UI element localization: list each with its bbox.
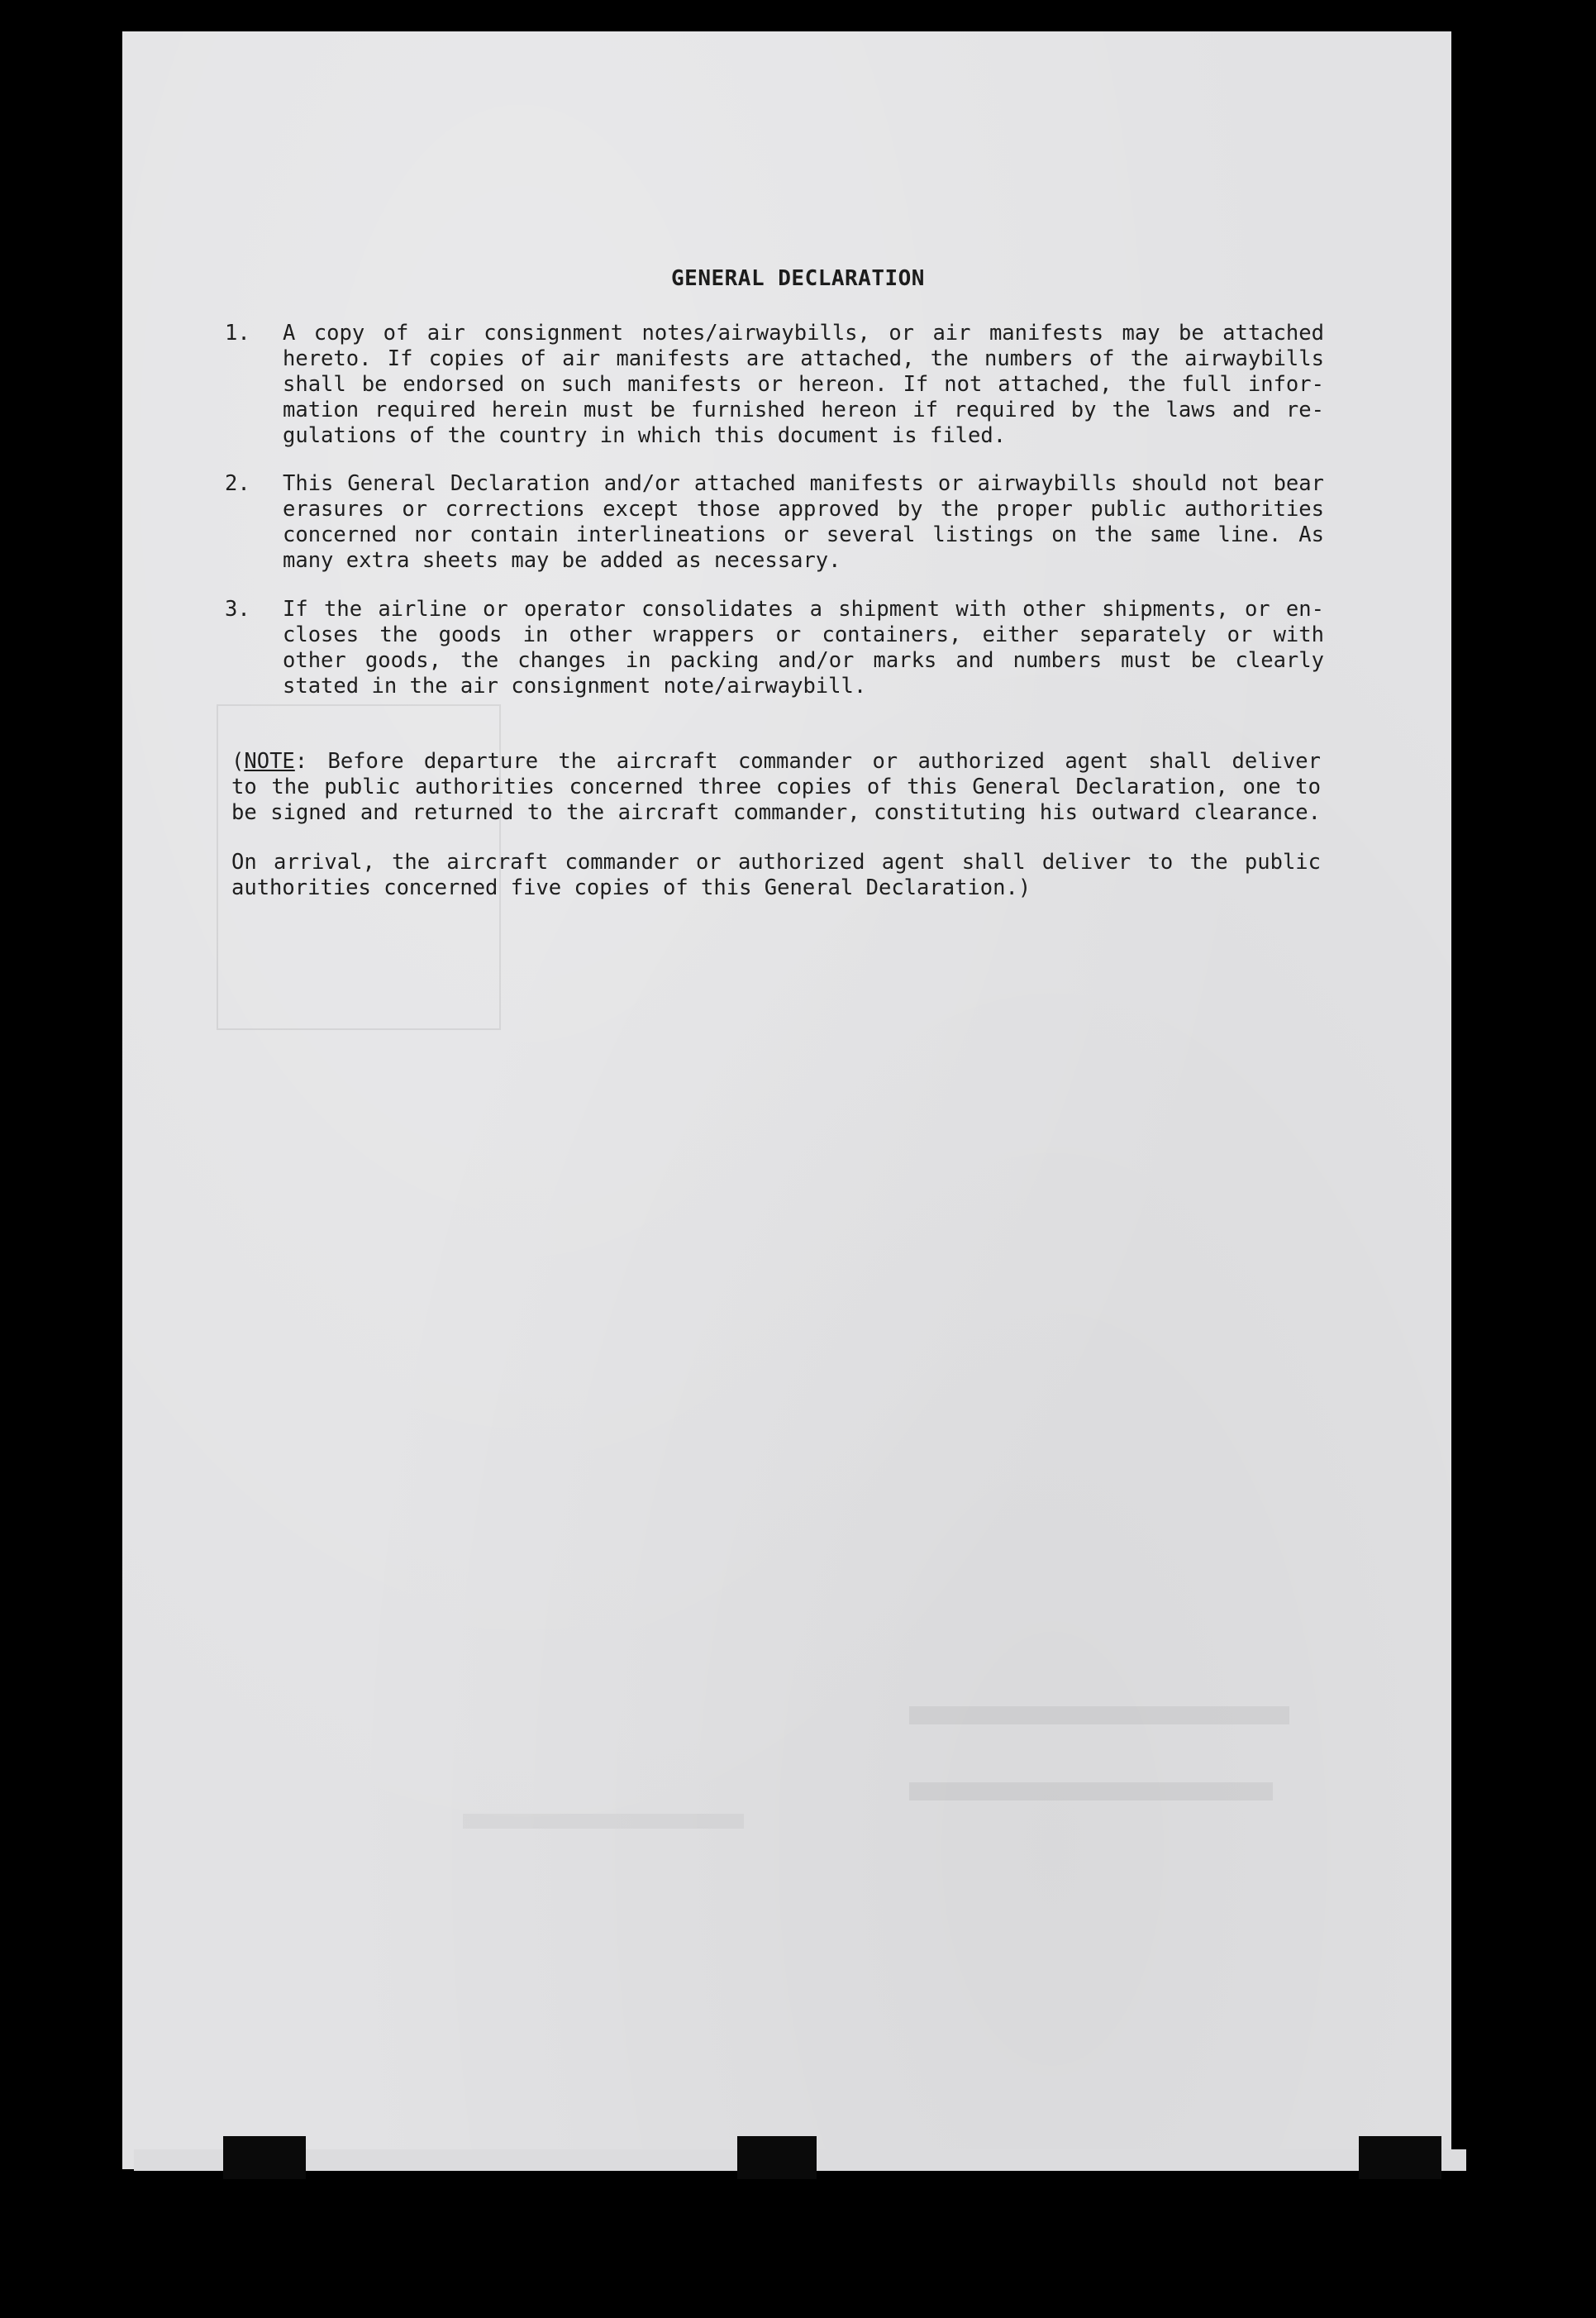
bleed-through-mark: [463, 1814, 744, 1829]
note-line: [231, 749, 1321, 775]
item-line: If the airline or operator consolidates a shipment with other shipments, or en-: [283, 597, 1324, 622]
binding-tab: [737, 2136, 817, 2179]
item-text: [283, 471, 1324, 574]
note-label: NOTE: [244, 749, 295, 774]
item-text: [283, 321, 1324, 449]
note-line: be signed and returned to the aircraft commander, constituting his outward clearance.: [231, 800, 1321, 825]
arrival-paragraph: [231, 850, 1321, 901]
note-line-rest: : Before departure the aircraft commander or authorized agent shall deliver: [294, 749, 1321, 774]
item-line: mation required herein must be furnished hereon if required by the laws and re-: [283, 398, 1324, 422]
document-title: GENERAL DECLARATION: [671, 266, 925, 291]
item-line: erasures or corrections except those approved by the proper public authorities: [283, 497, 1324, 522]
item-number: 3.: [225, 597, 250, 622]
arrival-line: On arrival, the aircraft commander or authorized agent shall deliver to the public: [231, 850, 1321, 875]
note-open-paren: (: [231, 749, 245, 774]
item-line: other goods, the changes in packing and/or marks and numbers must be clearly: [283, 648, 1324, 673]
bleed-through-mark: [909, 1706, 1289, 1724]
note-line: to the public authorities concerned three copies of this General Declaration, one to: [231, 775, 1321, 799]
item-line: A copy of air consignment notes/airwaybills, or air manifests may be attached: [283, 321, 1324, 346]
item-line: stated in the air consignment note/airwaybill.: [283, 674, 867, 699]
item-line: concerned nor contain interlineations or several listings on the same line. As: [283, 522, 1324, 547]
item-line: many extra sheets may be added as necessary.: [283, 548, 841, 573]
item-line: hereto. If copies of air manifests are attached, the numbers of the airwaybills: [283, 346, 1324, 371]
arrival-line: authorities concerned five copies of this General Declaration.): [231, 875, 1031, 900]
note-paragraph: [231, 749, 1321, 826]
item-line: shall be endorsed on such manifests or hereon. If not attached, the full infor-: [283, 372, 1324, 397]
item-text: [283, 597, 1324, 699]
item-line: closes the goods in other wrappers or containers, either separately or with: [283, 622, 1324, 647]
item-line: gulations of the country in which this document is filed.: [283, 423, 1007, 448]
binding-tab: [1359, 2136, 1441, 2179]
item-number: 1.: [225, 321, 250, 346]
binding-tab: [223, 2136, 306, 2179]
item-line: This General Declaration and/or attached manifests or airwaybills should not bear: [283, 471, 1324, 496]
bleed-through-mark: [909, 1782, 1273, 1801]
item-number: 2.: [225, 471, 250, 496]
